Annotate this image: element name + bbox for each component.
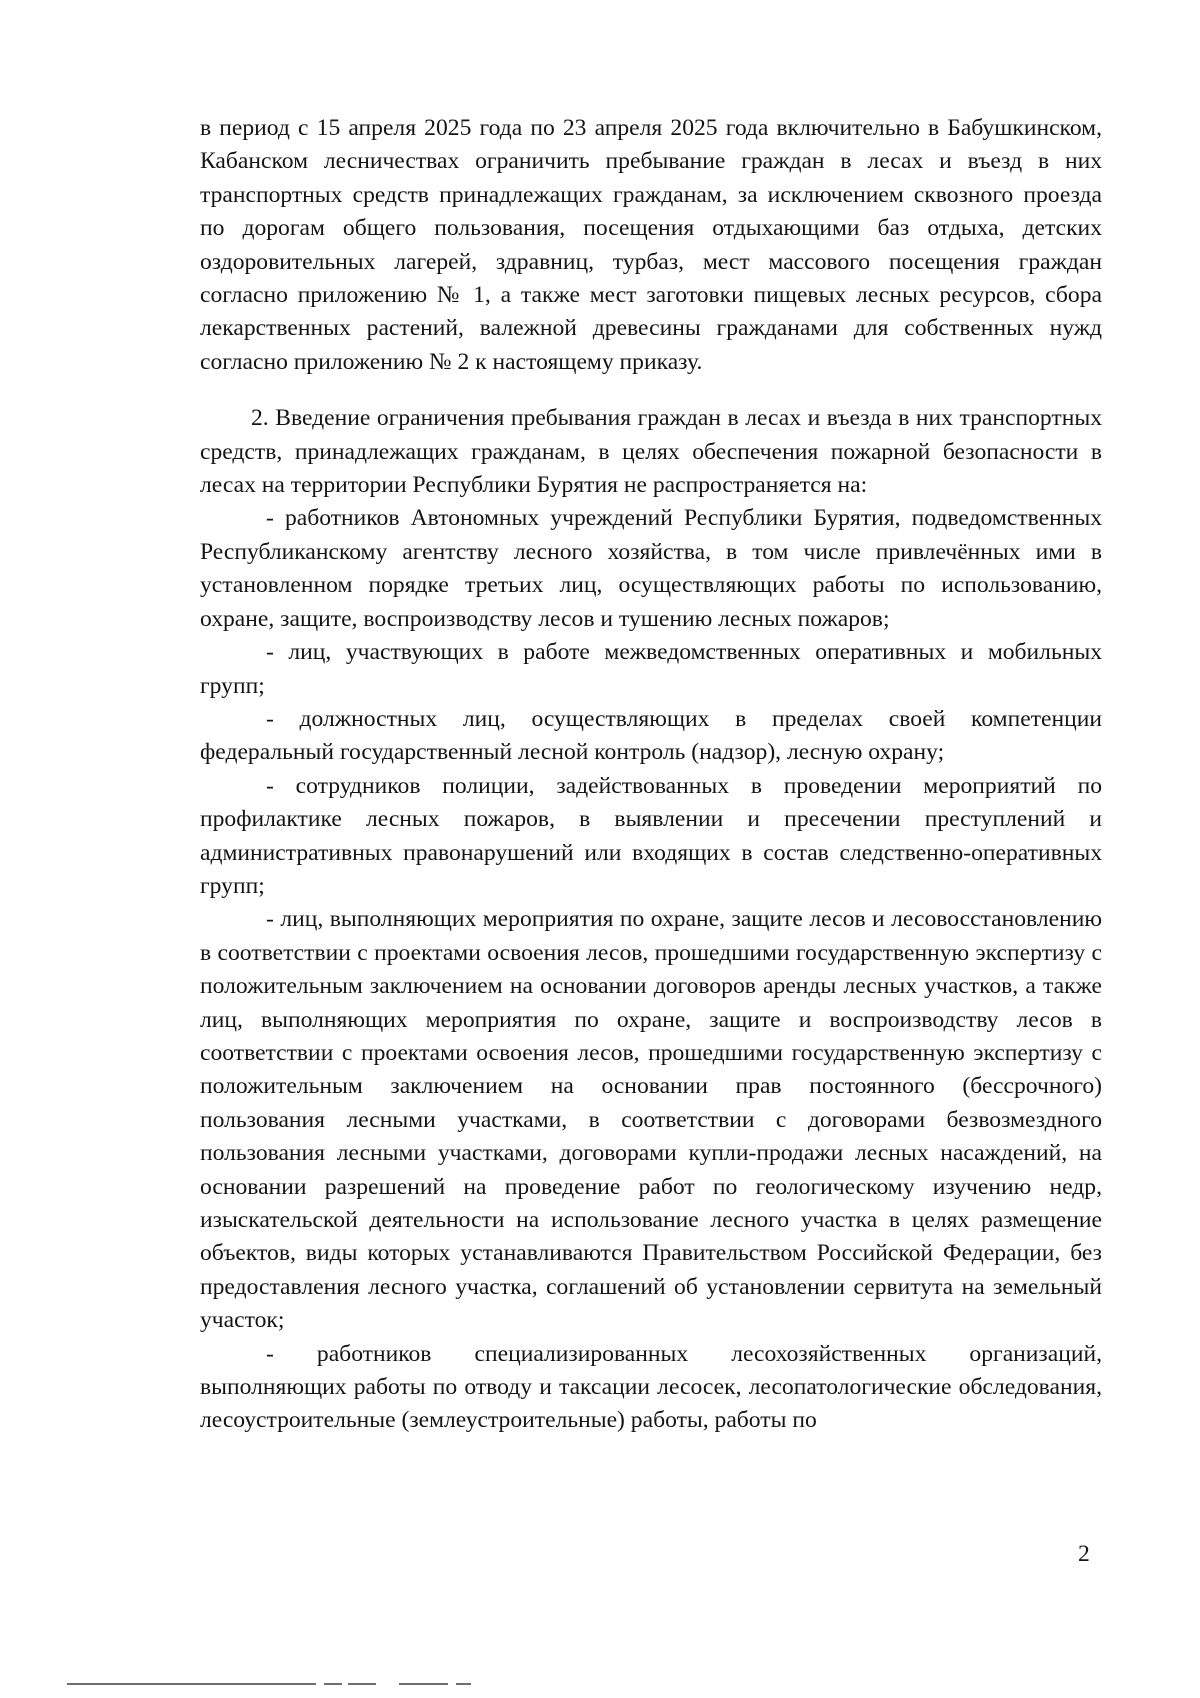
list-item-forest-control-officials: - должностных лиц, осуществляющих в пределах своей компетенции федеральный государственный лесной контроль (надзор), лесную охрану; [200,705,1102,766]
bottom-divider [348,1683,376,1685]
list-item-autonomous-institutions-workers: - работников Автономных учреждений Республики Бурятия, подведомственных Республиканскому агентству лесного хозяйства, в том числе привлечённых ими в установленном порядке третьих лиц, осуществляющих работы по использованию, охране, защите, воспроизводству лесов и тушению лесных пожаров; [200,505,1102,632]
list-item-police-officers: - сотрудников полиции, задействованных в проведении мероприятий по профилактике лесных пожаров, в выявлении и пресечении преступлений и административных правонарушений или входящих в состав следственно-оперативных групп; [200,772,1102,899]
paragraph-continuation: в период с 15 апреля 2025 года по 23 апреля 2025 года включительно в Бабушкинском, Кабанском лесничествах ограничить пребывание граждан в лесах и въезд в них транспортных средств принадлежащих гражданам, за исключением сквозного проезда по дорогам общего пользования, посещения отдыхающими баз отдыха, детских оздоровительных лагерей, здравниц, турбаз, мест массового посещения граждан согласно приложению № 1, а также мест заготовки пищевых лесных ресурсов, сбора лекарственных растений, валежной древесины гражданами для собственных нужд согласно приложению № 2 к настоящему приказу. [200,115,1102,375]
bottom-divider [399,1683,448,1685]
list-item-forest-protection-persons: - лиц, выполняющих мероприятия по охране, защите лесов и лесовосстановлению в соответствии с проектами освоения лесов, прошедшими государственную экспертизу с положительным заключением на основании договоров аренды лесных участков, а также лиц, выполняющих мероприятия по охране, защите и воспроизводству лесов в соответствии с проектами освоения лесов, прошедшими государственную экспертизу с положительным заключением на основании прав постоянного (бессрочного) пользования лесными участками, в соответствии с договорами безвозмездного пользования лесными участками, договорами купли-продажи лесных насаждений, на основании разрешений на проведение работ по геологическому изучению недр, изыскательской деятельности на использование лесного участка в целях размещение объектов, виды которых устанавливаются Правительством Российской Федерации, без предоставления лесного участка, соглашений об установлении сервитута на земельный участок; [200,906,1102,1334]
paragraph-item-2: 2. Введение ограничения пребывания граждан в лесах и въезда в них транспортных средств, принадлежащих гражданам, в целях обеспечения пожарной безопасности в лесах на территории Республики Бурятия не распространяется на: [200,405,1102,499]
bottom-divider [324,1683,342,1685]
page-number: 2 [1078,1541,1090,1567]
bottom-divider [456,1683,471,1685]
list-item-operative-groups: - лиц, участвующих в работе межведомственных оперативных и мобильных групп; [200,639,1102,699]
list-item-specialized-organizations: - работников специализированных лесохозяйственных организаций, выполняющих работы по отводу и таксации лесосек, лесопатологические обследования, лесоустроительные (землеустроительные) работы, работы по [200,1340,1102,1434]
document-page [200,112,1102,1438]
bottom-divider [67,1683,316,1685]
